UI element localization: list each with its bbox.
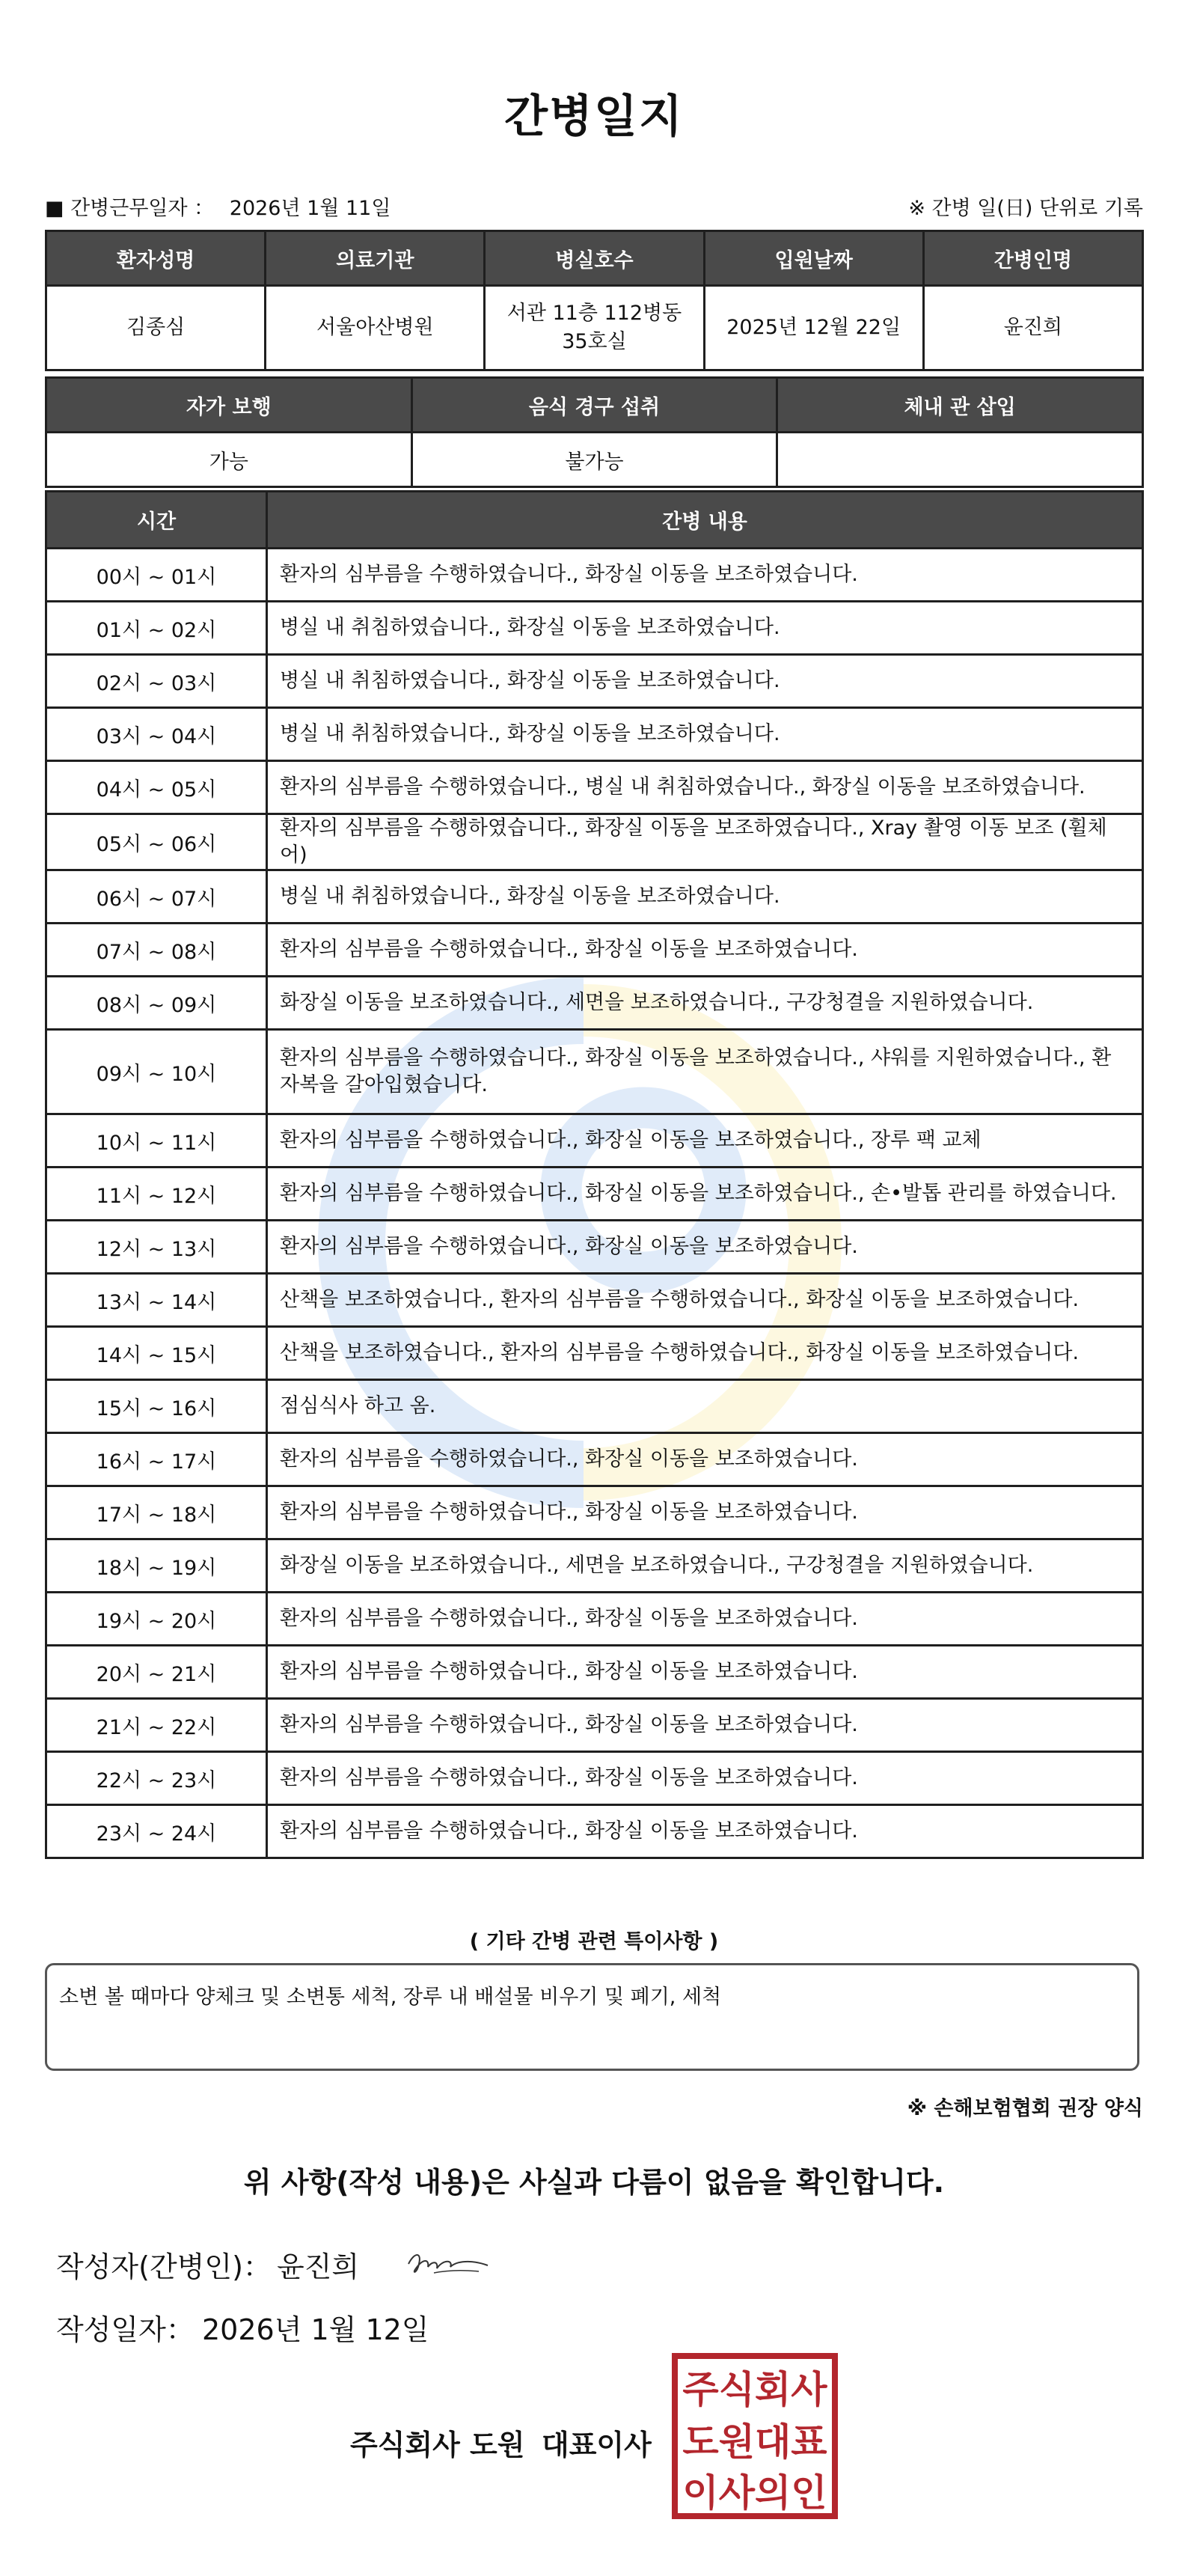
seal-line-1: 주식회사	[682, 2368, 827, 2411]
content-cell: 환자의 심부름을 수행하였습니다., 화장실 이동을 보조하였습니다.	[267, 1752, 1143, 1805]
table-row	[46, 655, 1143, 708]
care-log-table	[45, 490, 1144, 1859]
header-room: 병실호수	[485, 231, 704, 286]
content-cell: 병실 내 취침하였습니다., 화장실 이동을 보조하였습니다.	[267, 602, 1143, 655]
info-value-row	[46, 286, 1143, 370]
time-cell: 02시 ~ 03시	[46, 655, 267, 708]
log-header-row	[46, 492, 1143, 549]
time-cell: 16시 ~ 17시	[46, 1433, 267, 1486]
content-cell: 병실 내 취침하였습니다., 화장실 이동을 보조하였습니다.	[267, 655, 1143, 708]
table-row	[46, 814, 1143, 870]
content-cell: 환자의 심부름을 수행하였습니다., 화장실 이동을 보조하였습니다.	[267, 549, 1143, 602]
table-row	[46, 1699, 1143, 1752]
table-row	[46, 1168, 1143, 1221]
oral-intake-value: 불가능	[411, 433, 777, 487]
patient-name: 김종심	[46, 286, 266, 370]
table-row	[46, 1433, 1143, 1486]
table-row	[46, 1646, 1143, 1699]
patient-info-table	[45, 230, 1144, 371]
content-cell: 환자의 심부름을 수행하였습니다., 화장실 이동을 보조하였습니다.	[267, 1433, 1143, 1486]
content-cell: 산책을 보조하였습니다., 환자의 심부름을 수행하였습니다., 화장실 이동을 보조하였습니다.	[267, 1274, 1143, 1327]
time-cell: 04시 ~ 05시	[46, 761, 267, 814]
time-cell: 10시 ~ 11시	[46, 1114, 267, 1168]
time-cell: 05시 ~ 06시	[46, 814, 267, 870]
content-cell: 화장실 이동을 보조하였습니다., 세면을 보조하였습니다., 구강청결을 지원하였습니다.	[267, 1539, 1143, 1593]
standard-form-note: ※ 손해보험협회 권장 양식	[907, 2097, 1143, 2120]
table-row	[46, 761, 1143, 814]
table-row	[46, 1486, 1143, 1539]
header-self-walking: 자가 보행	[46, 378, 412, 433]
table-row	[46, 1327, 1143, 1380]
time-cell: 12시 ~ 13시	[46, 1221, 267, 1274]
time-cell: 03시 ~ 04시	[46, 708, 267, 761]
table-row	[46, 1274, 1143, 1327]
content-cell: 화장실 이동을 보조하였습니다., 세면을 보조하였습니다., 구강청결을 지원하였습니다.	[267, 977, 1143, 1030]
time-cell: 15시 ~ 16시	[46, 1380, 267, 1433]
content-cell: 환자의 심부름을 수행하였습니다., 화장실 이동을 보조하였습니다., 장루 팩 교체	[267, 1114, 1143, 1168]
record-unit-note: ※ 간병 일(日) 단위로 기록	[908, 197, 1143, 220]
content-cell: 환자의 심부름을 수행하였습니다., 화장실 이동을 보조하였습니다.	[267, 1699, 1143, 1752]
signature-image	[404, 2241, 494, 2283]
time-cell: 01시 ~ 02시	[46, 602, 267, 655]
company-name: 주식회사 도원	[350, 2429, 525, 2461]
content-cell: 환자의 심부름을 수행하였습니다., 화장실 이동을 보조하였습니다.	[267, 924, 1143, 977]
header-patient-name: 환자성명	[46, 231, 266, 286]
time-cell: 22시 ~ 23시	[46, 1752, 267, 1805]
table-row	[46, 1752, 1143, 1805]
table-row	[46, 549, 1143, 602]
writer-label: 작성자(간병인)：	[56, 2250, 272, 2283]
time-cell: 08시 ~ 09시	[46, 977, 267, 1030]
content-cell: 환자의 심부름을 수행하였습니다., 화장실 이동을 보조하였습니다., 손•발톱 관리를 하였습니다.	[267, 1168, 1143, 1221]
company-seal-stamp	[672, 2353, 838, 2519]
time-cell: 21시 ~ 22시	[46, 1699, 267, 1752]
time-cell: 14시 ~ 15시	[46, 1327, 267, 1380]
self-walking-value: 가능	[46, 433, 412, 487]
room-number: 서관 11층 112병동 35호실	[485, 286, 704, 370]
time-cell: 19시 ~ 20시	[46, 1593, 267, 1646]
table-row	[46, 1593, 1143, 1646]
table-row	[46, 1805, 1143, 1858]
special-notes-title: ( 기타 간병 관련 특이사항 )	[469, 1930, 719, 1953]
time-cell: 00시 ~ 01시	[46, 549, 267, 602]
content-cell: 환자의 심부름을 수행하였습니다., 화장실 이동을 보조하였습니다.	[267, 1805, 1143, 1858]
time-cell: 09시 ~ 10시	[46, 1030, 267, 1114]
table-row	[46, 924, 1143, 977]
table-row	[46, 977, 1143, 1030]
page-title: 간병일지	[504, 91, 684, 143]
content-cell: 환자의 심부름을 수행하였습니다., 화장실 이동을 보조하였습니다., Xray 촬영 이동 보조 (휠체어)	[267, 814, 1143, 870]
special-notes-content: 소변 볼 때마다 양체크 및 소변통 세척, 장루 내 배설물 비우기 및 폐기, 세척	[59, 1986, 722, 2009]
header-care-content: 간병 내용	[267, 492, 1143, 549]
work-date-value: 2026년 1월 11일	[229, 197, 391, 220]
content-cell: 환자의 심부름을 수행하였습니다., 화장실 이동을 보조하였습니다.	[267, 1221, 1143, 1274]
time-cell: 07시 ~ 08시	[46, 924, 267, 977]
content-cell: 산책을 보조하였습니다., 환자의 심부름을 수행하였습니다., 화장실 이동을 보조하였습니다.	[267, 1327, 1143, 1380]
header-caregiver-name: 간병인명	[923, 231, 1142, 286]
time-cell: 23시 ~ 24시	[46, 1805, 267, 1858]
content-cell: 환자의 심부름을 수행하였습니다., 화장실 이동을 보조하였습니다.	[267, 1593, 1143, 1646]
table-row	[46, 708, 1143, 761]
content-cell: 병실 내 취침하였습니다., 화장실 이동을 보조하였습니다.	[267, 870, 1143, 924]
special-notes-box	[45, 1963, 1139, 2071]
written-date-value: 2026년 1월 12일	[202, 2313, 429, 2346]
admission-date: 2025년 12월 22일	[704, 286, 923, 370]
table-row	[46, 602, 1143, 655]
confirmation-statement: 위 사항(작성 내용)은 사실과 다름이 없음을 확인합니다.	[243, 2166, 945, 2199]
table-row	[46, 1030, 1143, 1114]
work-date-label: ■ 간병근무일자 ：	[45, 197, 215, 220]
content-cell: 환자의 심부름을 수행하였습니다., 병실 내 취침하였습니다., 화장실 이동을 보조하였습니다.	[267, 761, 1143, 814]
patient-status-table	[45, 376, 1144, 488]
content-cell: 병실 내 취침하였습니다., 화장실 이동을 보조하였습니다.	[267, 708, 1143, 761]
time-cell: 06시 ~ 07시	[46, 870, 267, 924]
time-cell: 17시 ~ 18시	[46, 1486, 267, 1539]
table-row	[46, 1539, 1143, 1593]
writer-name: 윤진희	[277, 2250, 360, 2283]
ceo-title: 대표이사	[542, 2429, 652, 2461]
content-cell: 환자의 심부름을 수행하였습니다., 화장실 이동을 보조하였습니다.	[267, 1486, 1143, 1539]
time-cell: 13시 ~ 14시	[46, 1274, 267, 1327]
content-cell: 환자의 심부름을 수행하였습니다., 화장실 이동을 보조하였습니다., 샤워를 지원하였습니다., 환자복을 갈아입혔습니다.	[267, 1030, 1143, 1114]
info-header-row	[46, 231, 1143, 286]
tube-insertion-value	[777, 433, 1143, 487]
status-header-row	[46, 378, 1143, 433]
table-row	[46, 1380, 1143, 1433]
seal-line-3: 이사의인	[682, 2471, 827, 2515]
seal-line-2: 도원대표	[682, 2420, 827, 2464]
hospital-name: 서울아산병원	[266, 286, 485, 370]
table-row	[46, 1114, 1143, 1168]
written-date-label: 작성일자：	[56, 2313, 195, 2346]
time-cell: 18시 ~ 19시	[46, 1539, 267, 1593]
header-oral-intake: 음식 경구 섭취	[411, 378, 777, 433]
status-value-row	[46, 433, 1143, 487]
header-hospital: 의료기관	[266, 231, 485, 286]
header-tube-insertion: 체내 관 삽입	[777, 378, 1143, 433]
work-date	[45, 192, 391, 221]
content-cell: 환자의 심부름을 수행하였습니다., 화장실 이동을 보조하였습니다.	[267, 1646, 1143, 1699]
content-cell: 점심식사 하고 옴.	[267, 1380, 1143, 1433]
time-cell: 20시 ~ 21시	[46, 1646, 267, 1699]
table-row	[46, 870, 1143, 924]
table-row	[46, 1221, 1143, 1274]
header-time: 시간	[46, 492, 267, 549]
caregiver-name: 윤진희	[923, 286, 1142, 370]
header-admission-date: 입원날짜	[704, 231, 923, 286]
time-cell: 11시 ~ 12시	[46, 1168, 267, 1221]
